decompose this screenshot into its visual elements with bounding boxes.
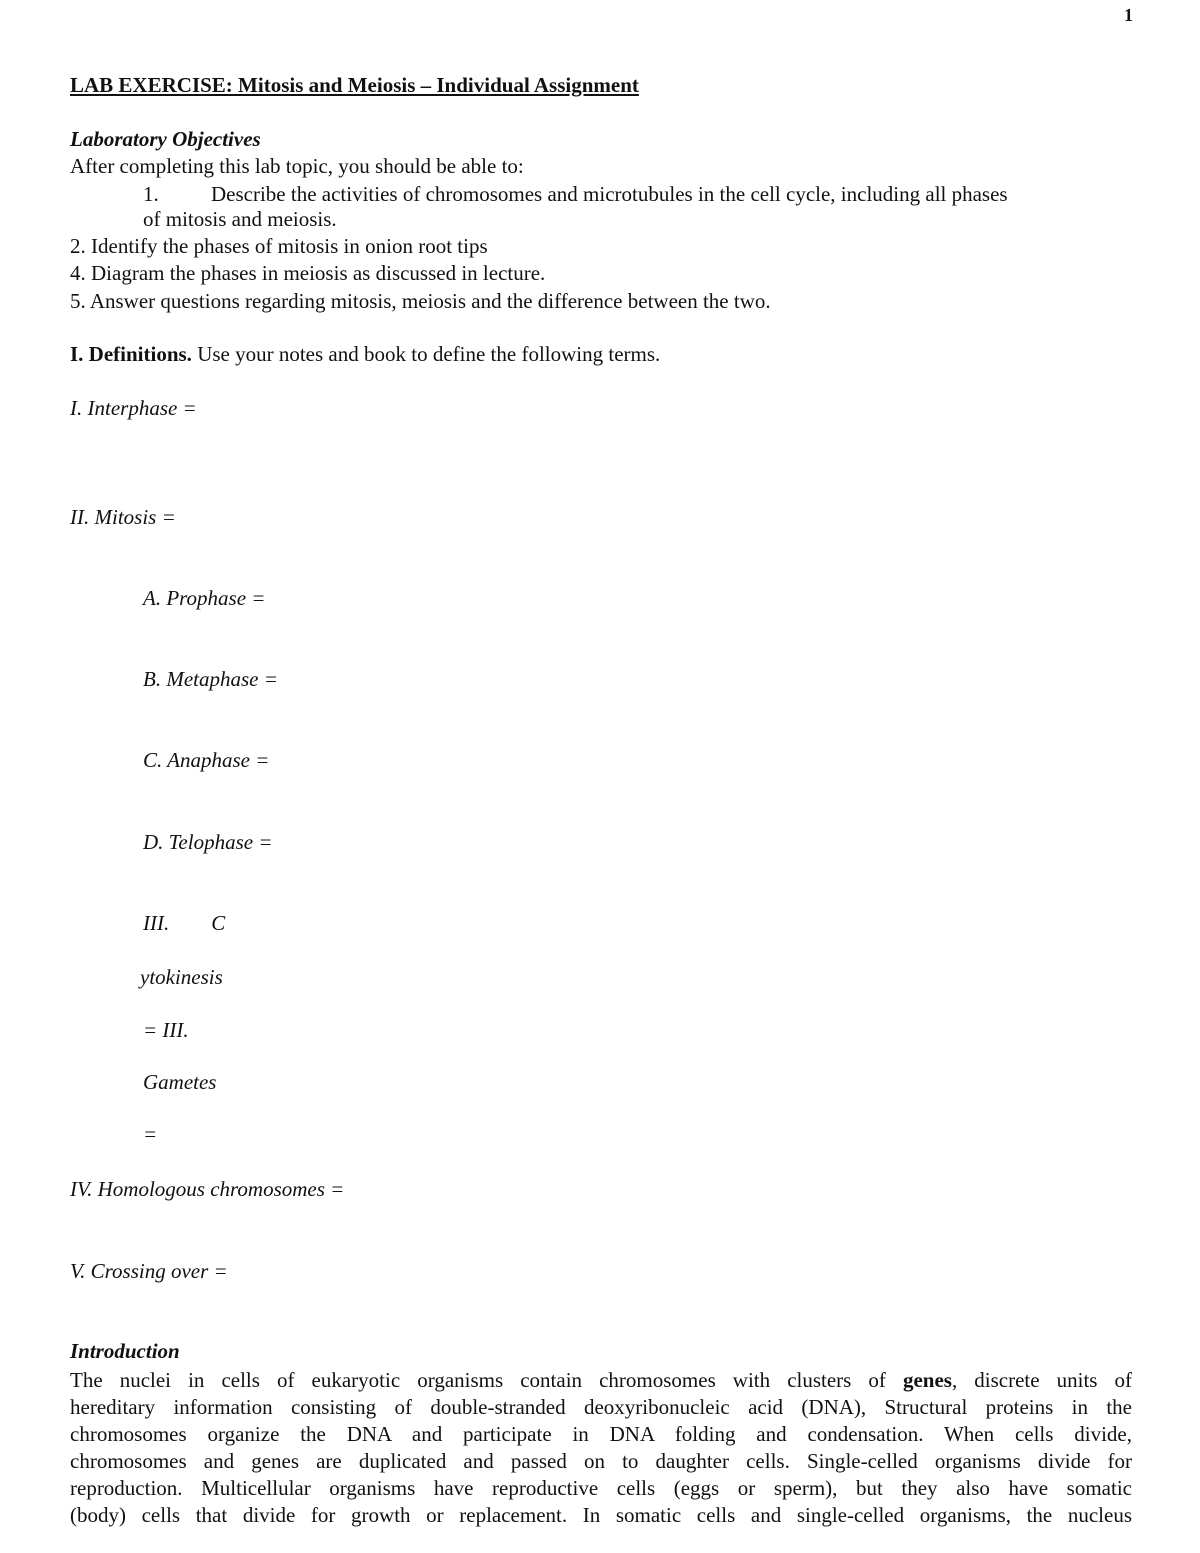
introduction-heading: Introduction <box>70 1339 180 1363</box>
term-anaphase: C. Anaphase = <box>143 748 270 772</box>
definitions-heading-instructions: Use your notes and book to define the following terms. <box>191 342 661 366</box>
term-cytokinesis-numeral: III. <box>143 911 170 935</box>
objectives-heading: Laboratory Objectives <box>70 127 261 151</box>
term-gametes: Gametes <box>143 1070 217 1094</box>
term-metaphase: B. Metaphase = <box>143 667 278 691</box>
term-cytokinesis-equals: = III. <box>143 1018 189 1042</box>
objective-item-1-continuation: of mitosis and meiosis. <box>143 207 337 231</box>
objectives-intro: After completing this lab topic, you should be able to: <box>70 154 524 178</box>
introduction-line-5: reproduction. Multicellular organisms have reproductive cells (eggs or sperm), but they also have somatic <box>70 1476 1132 1500</box>
introduction-line-3: chromosomes organize the DNA and participate in DNA folding and condensation. When cells divide, <box>70 1422 1132 1446</box>
introduction-line-1 <box>70 1367 1132 1394</box>
definitions-heading <box>70 341 660 368</box>
objective-item-5: 5. Answer questions regarding mitosis, meiosis and the difference between the two. <box>70 289 771 313</box>
definitions-heading-label: I. Definitions. <box>70 342 192 366</box>
introduction-line-6: (body) cells that divide for growth or replacement. In somatic cells and single-celled organisms, the nucleus <box>70 1503 1132 1527</box>
term-homologous-chromosomes: IV. Homologous chromosomes = <box>70 1177 345 1201</box>
term-telophase: D. Telophase = <box>143 830 273 854</box>
term-interphase: I. Interphase = <box>70 396 197 420</box>
introduction-paragraph <box>70 1367 1132 1529</box>
objective-item-4: 4. Diagram the phases in meiosis as discussed in lecture. <box>70 261 546 285</box>
introduction-line-4: chromosomes and genes are duplicated and passed on to daughter cells. Single-celled organisms divide for <box>70 1449 1132 1473</box>
objective-item-1-number: 1. <box>143 182 159 206</box>
introduction-line-1-start: The nuclei in cells of eukaryotic organisms contain chromosomes with clusters of <box>70 1368 903 1392</box>
term-cytokinesis: ytokinesis <box>140 965 223 989</box>
term-prophase: A. Prophase = <box>143 586 266 610</box>
introduction-line-2: hereditary information consisting of double-stranded deoxyribonucleic acid (DNA), Structural proteins in the <box>70 1395 1132 1419</box>
term-cytokinesis-initial: C <box>211 911 226 935</box>
objective-item-1-text: Describe the activities of chromosomes and microtubules in the cell cycle, including all phases <box>211 182 1008 206</box>
term-crossing-over: V. Crossing over = <box>70 1259 228 1283</box>
document-title: LAB EXERCISE: Mitosis and Meiosis – Individual Assignment <box>70 73 639 97</box>
introduction-line-1-end: , discrete units of <box>951 1368 1132 1392</box>
term-mitosis: II. Mitosis = <box>70 505 176 529</box>
term-gametes-equals: = <box>143 1122 158 1146</box>
objective-item-1 <box>143 181 1008 208</box>
term-cytokinesis-number <box>143 910 225 937</box>
objective-item-2: 2. Identify the phases of mitosis in onion root tips <box>70 234 488 258</box>
page-number: 1 <box>1124 5 1133 25</box>
introduction-term-genes: genes <box>902 1368 952 1392</box>
